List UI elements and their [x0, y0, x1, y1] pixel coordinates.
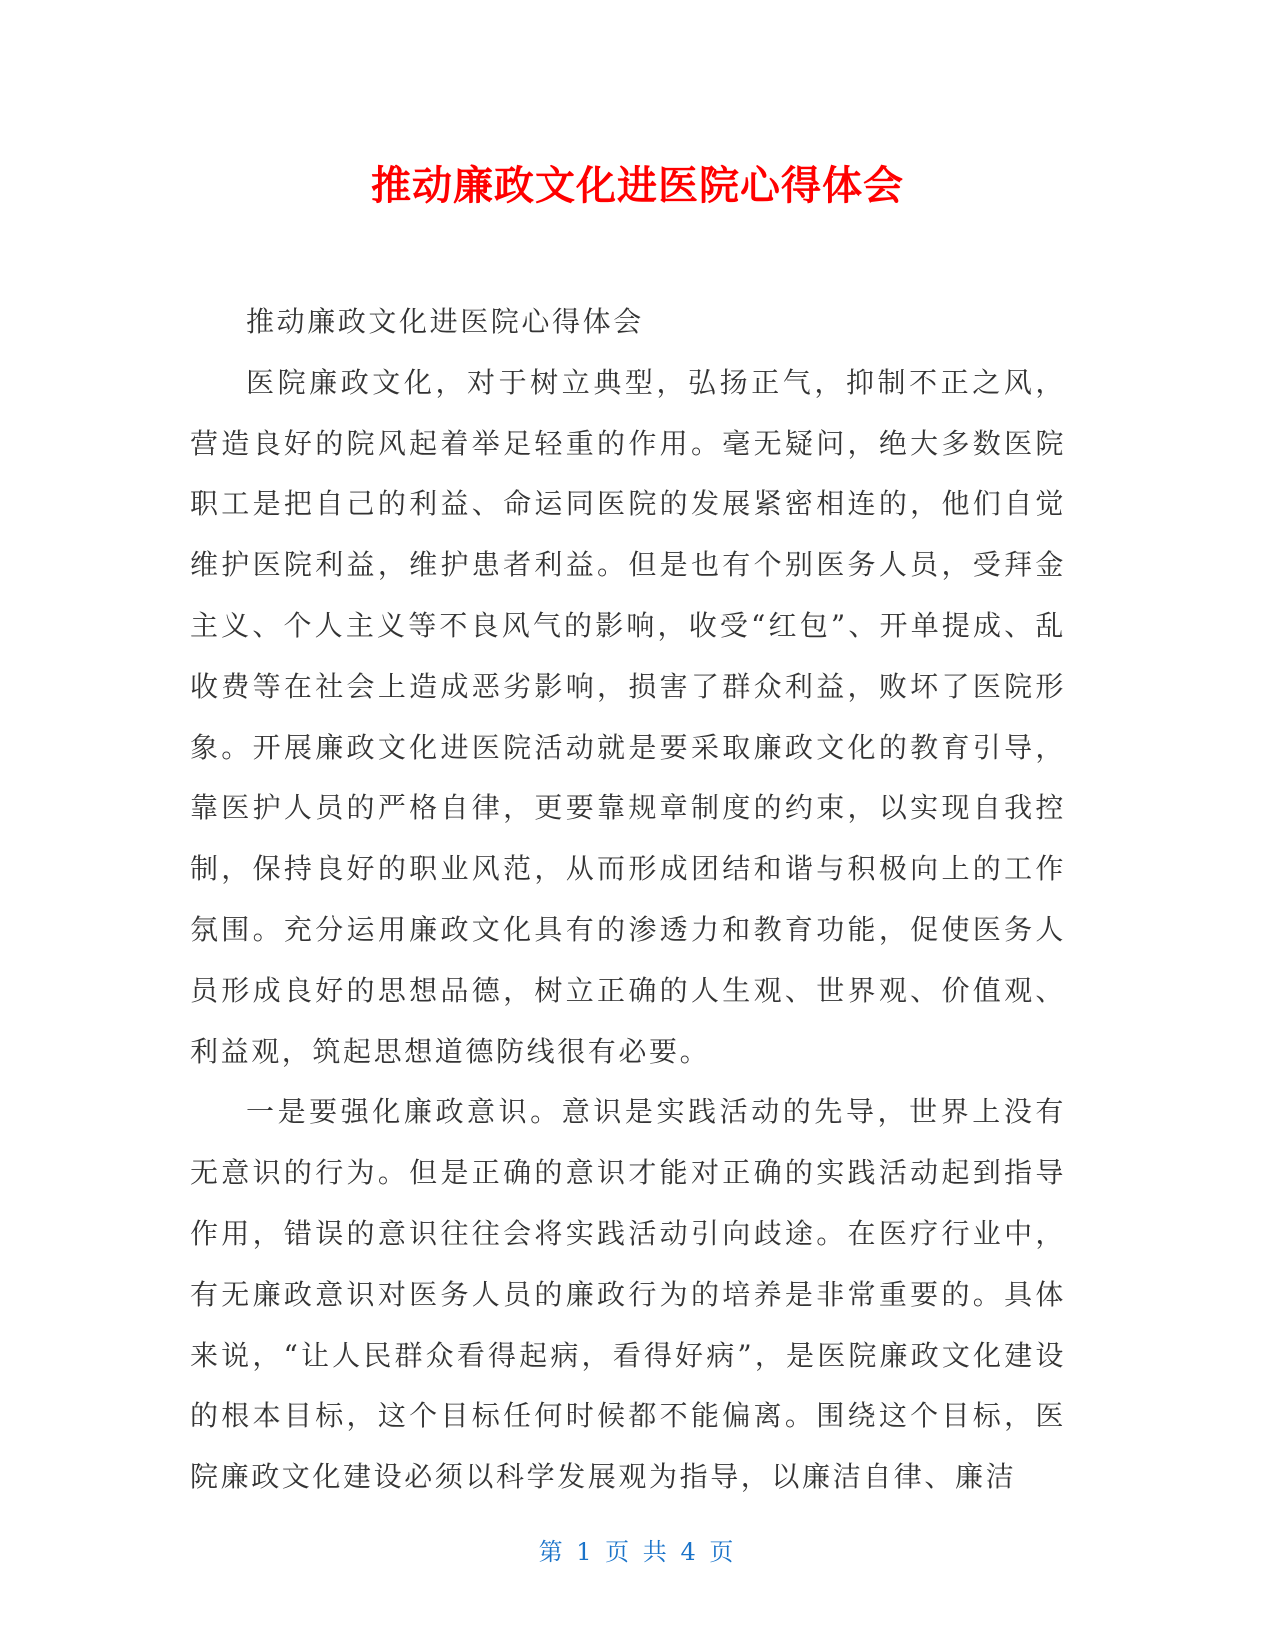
document-title: 推动廉政文化进医院心得体会 [371, 163, 904, 209]
page-number-footer: 第 1 页 共 4 页 [538, 1538, 737, 1566]
paragraph-point-one: 一是要强化廉政意识。意识是实践活动的先导，世界上没有无意识的行为。但是正确的意识才能对正确的实践活动起到指导作用，错误的意识往往会将实践活动引向歧途。在医疗行业中，有无廉政意识对医务人员的廉政行为的培养是非常重要的。具体来说，“让人民群众看得起病，看得好病”，是医院廉政文化建设的根本目标，这个目标任何时候都不能偏离。围绕这个目标，医院廉政文化建设必须以科学发展观为指导，以廉洁自律、廉洁 [190, 1095, 1066, 1494]
paragraph-intro: 医院廉政文化，对于树立典型，弘扬正气，抑制不正之风，营造良好的院风起着举足轻重的作用。毫无疑问，绝大多数医院职工是把自己的利益、命运同医院的发展紧密相连的，他们自觉维护医院利益，维护患者利益。但是也有个别医务人员，受拜金主义、个人主义等不良风气的影响，收受“红包”、开单提成、乱收费等在社会上造成恶劣影响，损害了群众利益，败坏了医院形象。开展廉政文化进医院活动就是要采取廉政文化的教育引导，靠医护人员的严格自律，更要靠规章制度的约束，以实现自我控制，保持良好的职业风范，从而形成团结和谐与积极向上的工作氛围。充分运用廉政文化具有的渗透力和教育功能，促使医务人员形成良好的思想品德，树立正确的人生观、世界观、价值观、利益观，筑起思想道德防线很有必要。 [190, 365, 1066, 1068]
document-body [190, 292, 1066, 1508]
paragraph-subtitle: 推动廉政文化进医院心得体会 [246, 305, 644, 338]
